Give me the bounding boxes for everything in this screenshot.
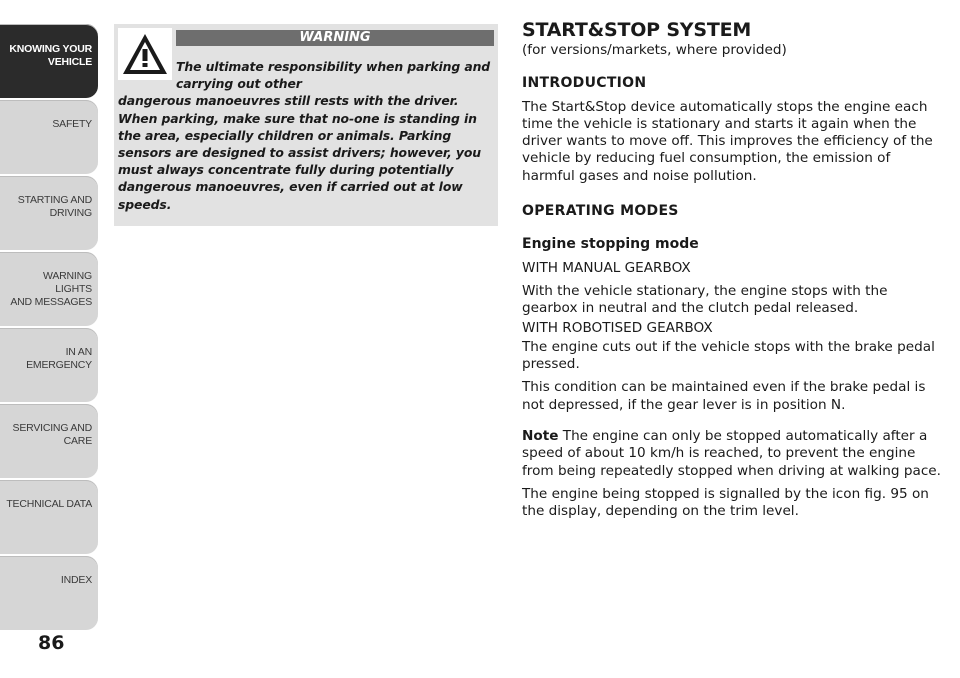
manual-label: WITH MANUAL GEARBOX: [522, 259, 691, 276]
page-subtitle: (for versions/markets, where provided): [522, 42, 787, 58]
tab-label: IN AN EMERGENCY: [26, 346, 92, 371]
tab-label: INDEX: [60, 574, 92, 586]
tab-index[interactable]: [0, 556, 98, 630]
tab-servicing-and-care[interactable]: [0, 404, 98, 478]
warning-text-first: The ultimate responsibility when parking and carrying out other: [176, 59, 491, 92]
manual-text: With the vehicle stationary, the engine stops with the gearbox in neutral and the clutch pedal released.: [522, 282, 888, 317]
tab-in-an-emergency[interactable]: [0, 328, 98, 402]
warning-box: [114, 24, 498, 226]
tab-label: TECHNICAL DATA: [6, 498, 92, 510]
tab-technical-data[interactable]: [0, 480, 98, 554]
note-label: Note: [522, 428, 559, 445]
modes-heading: OPERATING MODES: [522, 203, 679, 220]
tab-warning-lights[interactable]: [0, 252, 98, 326]
warning-text-rest: dangerous manoeuvres still rests with the driver. When parking, make sure that no-one is standing in the area, especially children or animals. Parking sensors are designed to assist drivers; however, you must always concentrate fully during potentially dangerous manoeuvres, even if carried out at low speeds.: [118, 93, 482, 212]
tab-label: STARTING AND DRIVING: [17, 194, 92, 219]
intro-text: The Start&Stop device automatically stops the engine each time the vehicle is stationary and starts it again when the driver wants to move off. This improves the efficiency of the vehicle by reducing fuel consumption, the emission of harmful gases and noise pollution.: [522, 98, 933, 184]
main-content: [522, 18, 942, 521]
intro-heading: INTRODUCTION: [522, 75, 647, 92]
tab-label: SAFETY: [52, 118, 92, 130]
page-number: 86: [38, 632, 65, 654]
tab-label: WARNING LIGHTS AND MESSAGES: [10, 270, 92, 308]
tab-label: KNOWING YOUR VEHICLE: [9, 43, 92, 68]
tab-safety[interactable]: [0, 100, 98, 174]
tab-starting-and-driving[interactable]: [0, 176, 98, 250]
warning-title: WARNING: [176, 30, 494, 46]
warning-text: [118, 58, 496, 213]
note-paragraph: [522, 428, 942, 480]
note-text: The engine can only be stopped automatically after a speed of about 10 km/h is reached, to prevent the engine from being repeatedly stopped when driving at walking pace.: [522, 428, 941, 479]
tab-knowing-your-vehicle[interactable]: [0, 24, 98, 98]
robotised-label: WITH ROBOTISED GEARBOX: [522, 319, 713, 336]
stopping-heading: Engine stopping mode: [522, 236, 699, 253]
signal-text: The engine being stopped is signalled by the icon fig. 95 on the display, depending on the trim level.: [522, 485, 929, 520]
robotised-text-1: The engine cuts out if the vehicle stops with the brake pedal pressed.: [522, 338, 935, 373]
page-title: START&STOP SYSTEM: [522, 19, 752, 41]
tab-label: SERVICING AND CARE: [12, 422, 92, 447]
robotised-text-2: This condition can be maintained even if the brake pedal is not depressed, if the gear lever is in position N.: [522, 379, 926, 413]
